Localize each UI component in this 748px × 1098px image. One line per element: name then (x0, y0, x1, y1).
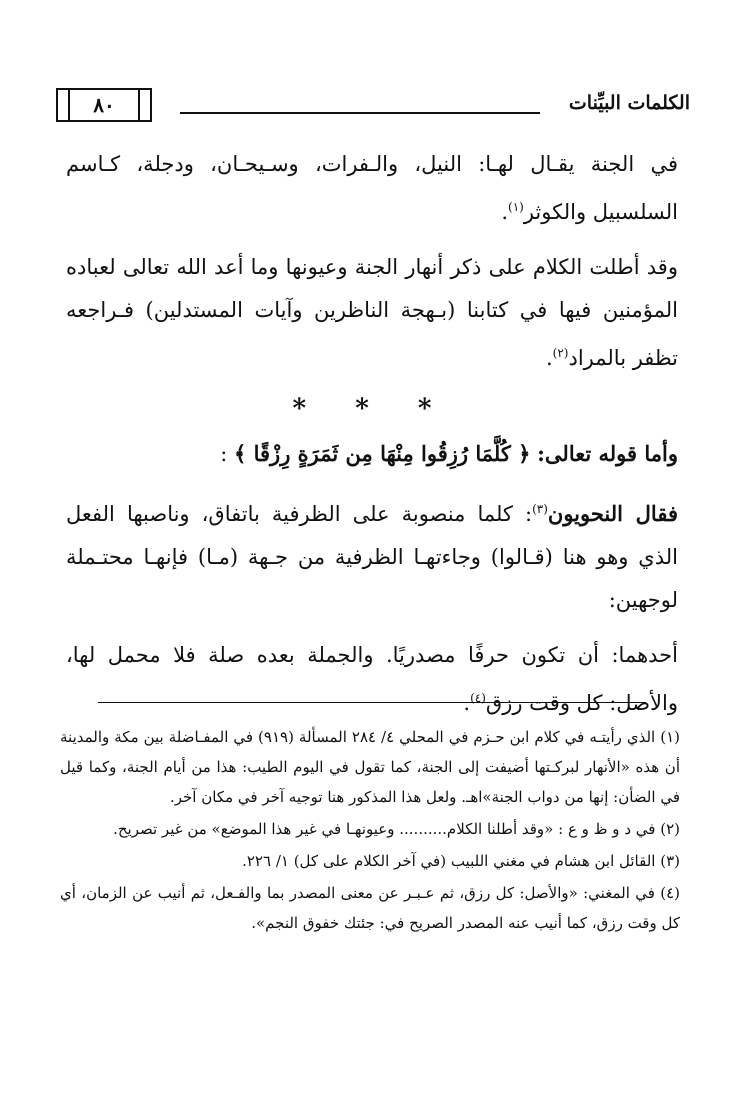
footnote-ref: (٤) (470, 691, 486, 705)
paragraph-grammarians (66, 488, 678, 622)
paragraph-first-aspect (66, 634, 678, 725)
running-title: الكلمات البيِّنات (568, 92, 690, 114)
footnote-ref: (٣) (532, 502, 548, 516)
verse-lead: وأما قوله تعالى: (537, 441, 678, 466)
paragraph-rivers (66, 143, 678, 234)
paragraph-end: : (220, 442, 228, 466)
page-header (60, 86, 690, 126)
footnote-2: (٢) في د و ظ و ع : «وقد أطلنا الكلام.......... وعيونهـا في غير هذا الموضع» من غير تصريح. (113, 820, 680, 838)
paragraph-reference-book (66, 246, 678, 380)
paragraph-verse-heading (66, 432, 678, 476)
paragraph-end: . (545, 346, 553, 370)
footnote-ref: (٢) (552, 346, 569, 360)
paragraph-end: . (501, 200, 508, 224)
header-rule (180, 112, 540, 114)
page-number: ٨٠ (93, 93, 115, 117)
main-text (66, 143, 678, 725)
paragraph-lead: فقال النحويون (547, 501, 678, 526)
footnote-ref: (١) (508, 200, 524, 214)
paragraph-text: : كلما منصوبة على الظرفية باتفاق، وناصبها الفعل الذي وهو هنا (قـالوا) وجاءتهـا الظرفية من جـهة (مـا) فإنهـا محتـملة لوجهين: (66, 502, 678, 612)
paragraph-text: في الجنة يقـال لهـا: النيل، والـفرات، وسـيحـان، ودجلة، كـاسم السلسبيل والكوثر (66, 152, 678, 224)
footnote-3: (٣) القائل ابن هشام في مغني اللبيب (في آخر الكلام على كل) ١/ ٢٢٦. (242, 852, 680, 870)
footnotes (60, 722, 680, 940)
page-number-frame (68, 88, 140, 122)
footnote-4: (٤) في المغني: «والأصل: كل رزق، ثم عـبـر عن معنى المصدر بما والفـعل، ثم أنيب عن الزمان، أي كل وقت رزق، كما أنيب عنه المصدر الصريح في: جئتك خفوق النجم». (60, 884, 680, 932)
paragraph-text: وقد أطلت الكلام على ذكر أنهار الجنة وعيونها وما أعد الله تعالى لعباده المؤمنين فيها في كتابنا (بـهجة الناظرين وآيات المستدلين) فـراجعه تظفر بالمراد (66, 255, 678, 370)
section-divider-stars: * * * (292, 394, 452, 424)
paragraph-end: . (463, 691, 471, 715)
paragraph-text: أحدهما: أن تكون حرفًا مصدريًا. والجملة بعده صلة فلا محمل لها، والأصل: كل وقت رزق (66, 643, 678, 715)
footnote-1: (١) الذي رأيتـه في كلام ابن حـزم في المحلي ٤/ ٢٨٤ المسألة (٩١٩) في المفـاضلة بين مكة والمدينة أن هذه «الأنهار لبركـتها أضيفت إلى الجنة، كما تقول في اليوم الطيب: هذا من أيام الجنة، وكما قيل في الضأن: إنها من دواب الجنة»اهـ. ولعل هذا المذكور هنا توجيه آخر في مكان آخر. (60, 728, 680, 806)
quran-verse: ﴿ كُلَّمَا رُزِقُوا مِنْهَا مِن ثَمَرَةٍ رِزْقًا ﴾ (234, 441, 531, 466)
footnote-separator (98, 702, 646, 703)
